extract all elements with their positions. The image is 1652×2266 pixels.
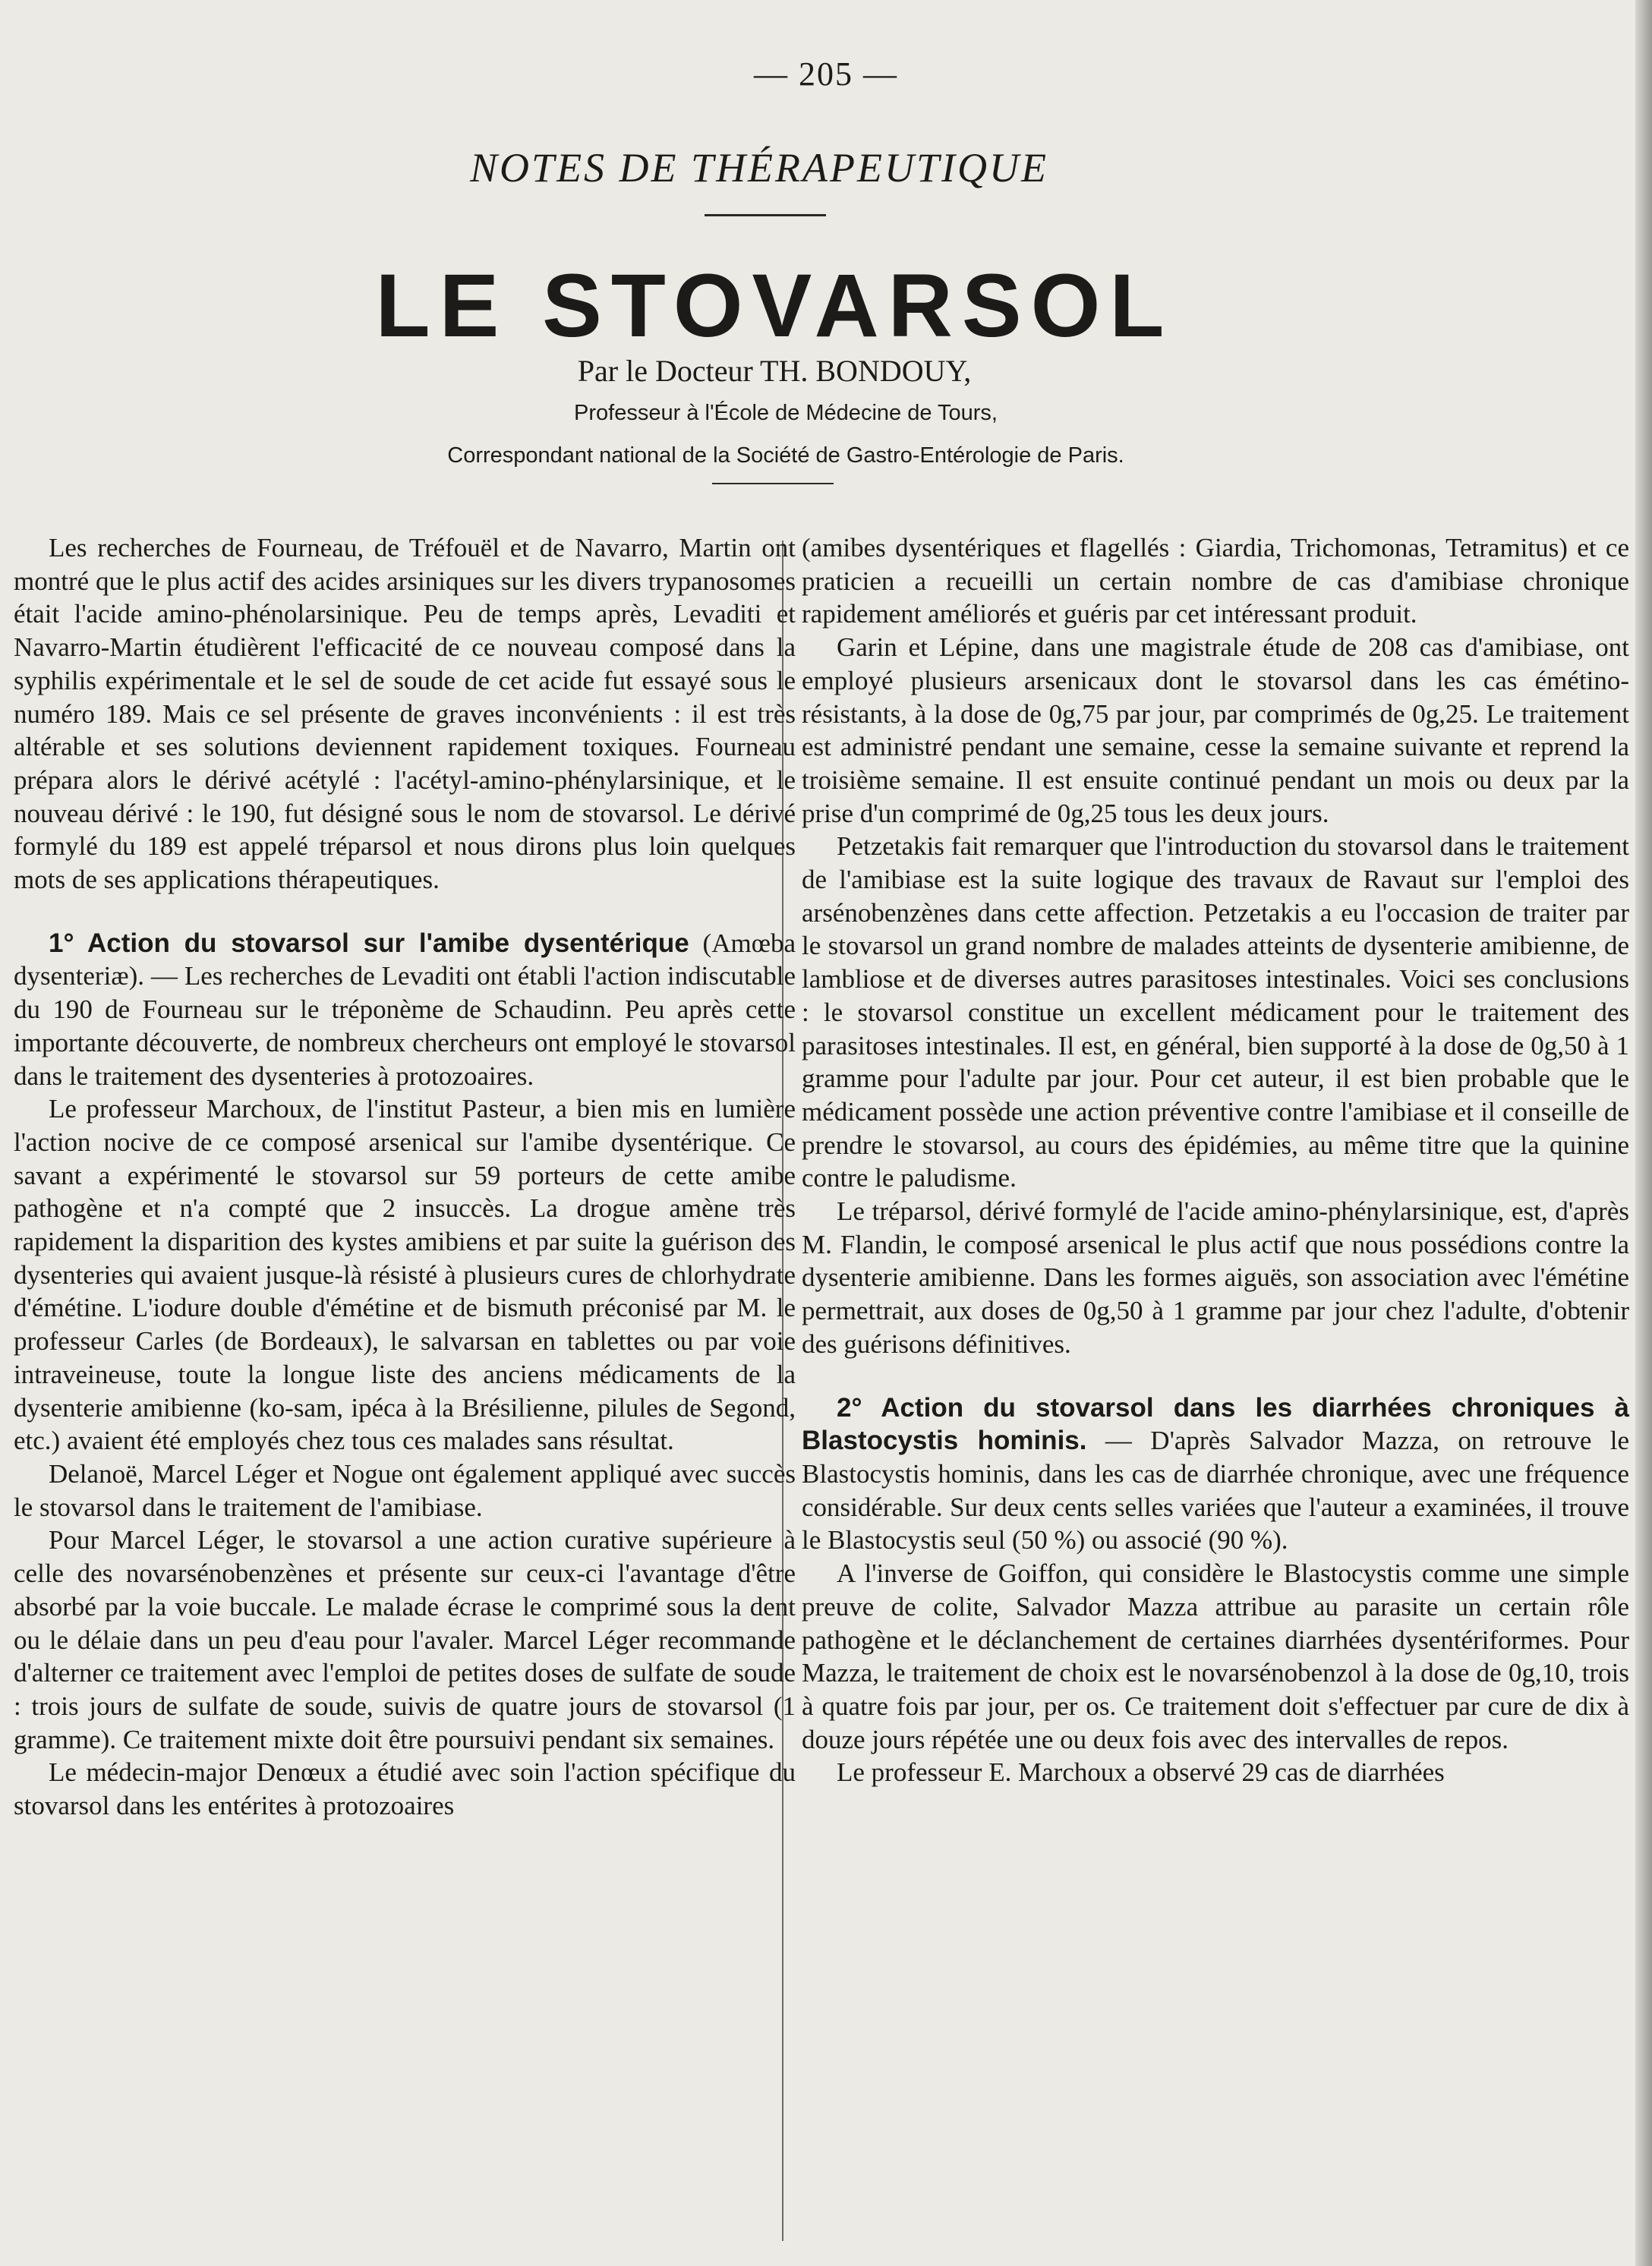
page-number: — 205 — [754, 55, 898, 93]
article-title: LE STOVARSOL [375, 256, 1174, 356]
paragraph: Pour Marcel Léger, le stovarsol a une action curative supérieure à celle des novarsénobenzènes et présente sur ceux-ci l'avantage d'être absorbé par la voie buccale. Le malade écrase le comprimé sous la dent ou le délaie dans un peu d'eau pour l'avaler. Marcel Léger recommande d'alterner ce traitement avec l'emploi de petites doses de sulfate de soude : trois jours de sulfate de soude, suivis de quatre jours de stovarsol (1 gramme). Ce traitement mixte doit être poursuivi pendant six semaines. [14, 1525, 796, 1754]
right-column [802, 531, 1629, 1789]
paragraph: Delanoë, Marcel Léger et Nogue ont également appliqué avec succès le stovarsol dans le traitement de l'amibiase. [14, 1458, 796, 1522]
paragraph: Le professeur Marchoux, de l'institut Pasteur, a bien mis en lumière l'action nocive de ce composé arsenical sur l'amibe dysentérique. Ce savant a expérimenté le stovarsol sur 59 porteurs de cette amibe pathogène et n'a compté que 2 insuccès. La drogue amène très rapidement la disparition des kystes amibiens et par suite la guérison des dysenteries qui avaient jusque-là résisté à plusieurs cures de chlorhydrate d'émétine. L'iodure double d'émétine et de bismuth préconisé par M. le professeur Carles (de Bordeaux), le salvarsan en tablettes ou par voie intraveineuse, toute la longue liste des anciens médicaments de la dysenterie amibienne (ko-sam, ipéca à la Brésilienne, pilules de Segond, etc.) avaient été employés chez tous ces malades sans résultat. [14, 1094, 796, 1456]
section-heading: 1° Action du stovarsol sur l'amibe dysentérique [49, 928, 689, 958]
paragraph: (amibes dysentériques et flagellés : Giardia, Trichomonas, Tetramitus) et ce praticien a recueilli un certain nombre de cas d'amibiase chronique rapidement améliorés et guéris par cet intéressant produit. [802, 533, 1629, 629]
section-title: NOTES DE THÉRAPEUTIQUE [470, 145, 1048, 191]
section-1 [14, 927, 796, 1093]
author-affiliation-2: Correspondant national de la Société de Gastro-Entérologie de Paris. [447, 443, 1124, 468]
left-column [14, 531, 796, 1823]
author-affiliation-1: Professeur à l'École de Médecine de Tours, [574, 401, 998, 425]
paragraph: Petzetakis fait remarquer que l'introduction du stovarsol dans le traitement de l'amibiase est la suite logique des travaux de Ravaut sur l'emploi des arsénobenzènes dans cette affection. Petzetakis a eu l'occasion de traiter par le stovarsol un grand nombre de malades atteints de dysenterie amibienne, de lambliose et de diverses autres parasitoses intestinales. Voici ses conclusions : le stovarsol constitue un excellent médicament pour le traitement des parasitoses intestinales. Il est, en général, bien supporté à la dose de 0g,50 à 1 gramme pour l'adulte par jour. Pour cet auteur, il est bien probable que le médicament possède une action préventive contre l'amibiase et il conseille de prendre le stovarsol, au cours des épidémies, au même titre que la quinine contre le paludisme. [802, 831, 1629, 1193]
title-rule-top [705, 214, 826, 216]
title-rule-bottom [712, 483, 834, 484]
section-text: — D'après Salvador Mazza, on retrouve le Blastocystis hominis, dans les cas de diarrhée chronique, avec une fréquence considérable. Sur deux cents selles variées que l'auteur a examinées, il trouve le Blastocystis seul (50 %) ou associé (90 %). [802, 1426, 1630, 1555]
section-text: (Amœba dysenteriæ). — Les recherches de Levaditi ont établi l'action indiscutable du 190 de Fourneau sur le tréponème de Schaudinn. Peu après cette importante découverte, de nombreux chercheurs ont employé le stovarsol dans le traitement des dysenteries à protozoaires. [14, 928, 796, 1091]
paragraph: A l'inverse de Goiffon, qui considère le Blastocystis comme une simple preuve de colite, Salvador Mazza attribue au parasite un certain rôle pathogène et le déclanchement de certaines diarrhées dysentériformes. Pour Mazza, le traitement de choix est le novarsénobenzol à la dose de 0g,10, trois à quatre fois par jour, per os. Ce traitement doit s'effectuer par cure de dix à douze jours répétée une ou deux fois avec des intervalles de repos. [802, 1558, 1629, 1754]
paragraph: Le médecin-major Denœux a étudié avec soin l'action spécifique du stovarsol dans les entérites à protozoaires [14, 1757, 796, 1821]
author-byline: Par le Docteur TH. BONDOUY, [577, 354, 972, 388]
paragraph: Le professeur E. Marchoux a observé 29 cas de diarrhées [837, 1757, 1445, 1788]
paragraph: Le tréparsol, dérivé formylé de l'acide amino-phénylarsinique, est, d'après M. Flandin, le composé arsenical le plus actif que nous possédions contre la dysenterie amibienne. Dans les formes aiguës, son association avec l'émétine permettrait, aux doses de 0g,50 à 1 gramme par jour chez l'adulte, d'obtenir des guérisons définitives. [802, 1196, 1629, 1359]
section-2 [802, 1391, 1629, 1558]
page-edge-shadow [1635, 0, 1652, 2266]
section-heading: 2° Action du stovarsol dans les diarrhées chroniques à Blastocystis hominis. [802, 1392, 1629, 1456]
paragraph: Garin et Lépine, dans une magistrale étude de 208 cas d'amibiase, ont employé plusieurs arsenicaux dont le stovarsol dans les cas émétino-résistants, à la dose de 0g,75 par jour, par comprimés de 0g,25. Le traitement est administré pendant une semaine, cesse la semaine suivante et reprend la troisième semaine. Il est ensuite continué pendant un mois ou deux par la prise d'un comprimé de 0g,25 tous les deux jours. [802, 632, 1629, 828]
paragraph: Les recherches de Fourneau, de Tréfouël et de Navarro, Martin ont montré que le plus actif des acides arsiniques sur les divers trypanosomes était l'acide amino-phénolarsinique. Peu de temps après, Levaditi et Navarro-Martin étudièrent l'efficacité de ce nouveau composé dans la syphilis expérimentale et le sel de soude de cet acide fut essayé sous le numéro 189. Mais ce sel présente de graves inconvénients : il est très altérable et ses solutions deviennent rapidement toxiques. Fourneau prépara alors le dérivé acétylé : l'acétyl-amino-phénylarsinique, et le nouveau dérivé : le 190, fut désigné sous le nom de stovarsol. Le dérivé formylé du 189 est appelé tréparsol et nous dirons plus loin quelques mots de ses applications thérapeutiques. [14, 533, 796, 895]
